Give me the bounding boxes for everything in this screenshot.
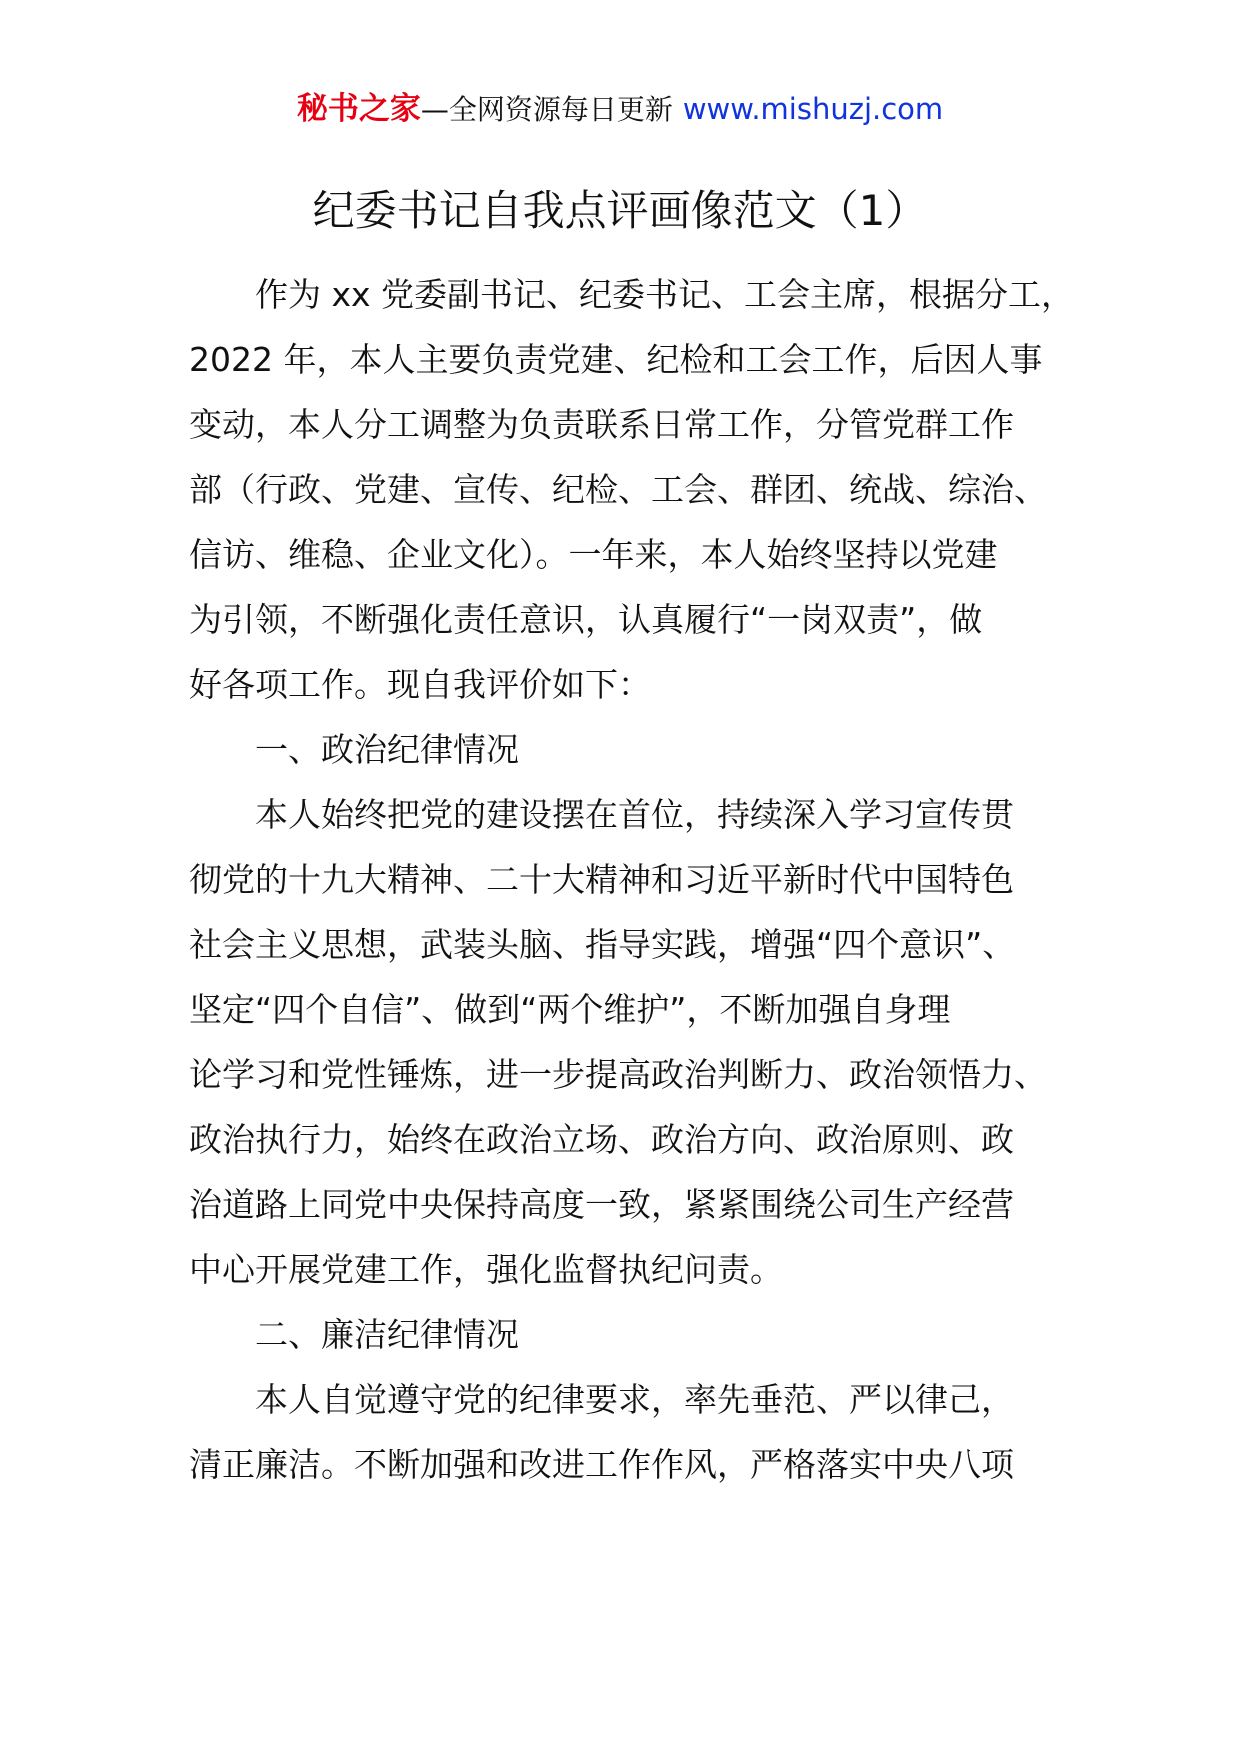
paragraph-line: 论学习和党性锤炼，进一步提高政治判断力、政治领悟力、 xyxy=(189,1055,1047,1094)
paragraph-line: 本人始终把党的建设摆在首位，持续深入学习宣传贯 xyxy=(255,795,1014,834)
paragraph-line: 社会主义思想，武装头脑、指导实践，增强“四个意识”、 xyxy=(189,925,1016,964)
paragraph-line: 清正廉洁。不断加强和改进工作作风，严格落实中央八项 xyxy=(189,1445,1014,1484)
brand-name: 秘书之家 xyxy=(296,91,421,127)
paragraph-line: 信访、维稳、企业文化）。一年来，本人始终坚持以党建 xyxy=(189,535,998,574)
document-title: 纪委书记自我点评画像范文（1） xyxy=(312,186,928,235)
document-body xyxy=(189,262,1109,1497)
body-paragraph xyxy=(189,782,1109,1302)
section-heading xyxy=(189,1302,1109,1367)
section-heading xyxy=(189,717,1109,782)
paragraph-line: 本人自觉遵守党的纪律要求，率先垂范、严以律己， xyxy=(255,1380,1014,1419)
paragraph-line: 坚定“四个自信”、做到“两个维护”，不断加强自身理 xyxy=(189,990,951,1029)
section-heading-text: 一、政治纪律情况 xyxy=(255,730,519,769)
site-url-link[interactable]: www.mishuzj.com xyxy=(682,92,944,126)
paragraph-line: 为引领，不断强化责任意识，认真履行“一岗双责”，做 xyxy=(189,600,983,639)
section-heading-text: 二、廉洁纪律情况 xyxy=(255,1315,519,1354)
body-paragraph xyxy=(189,262,1109,717)
paragraph-line: 好各项工作。现自我评价如下： xyxy=(189,665,651,704)
body-paragraph xyxy=(189,1367,1109,1497)
site-header xyxy=(0,86,1240,137)
paragraph-line: 中心开展党建工作，强化监督执纪问责。 xyxy=(189,1250,783,1289)
paragraph-line: 彻党的十九大精神、二十大精神和习近平新时代中国特色 xyxy=(189,860,1014,899)
paragraph-line: 部（行政、党建、宣传、纪检、工会、群团、统战、综治、 xyxy=(189,470,1047,509)
paragraph-line: 变动，本人分工调整为负责联系日常工作，分管党群工作 xyxy=(189,405,1014,444)
paragraph-line: 治道路上同党中央保持高度一致，紧紧围绕公司生产经营 xyxy=(189,1185,1014,1224)
header-tagline: —全网资源每日更新 xyxy=(420,93,673,126)
paragraph-line: 作为 xx 党委副书记、纪委书记、工会主席，根据分工， xyxy=(255,275,1075,314)
paragraph-line: 2022 年，本人主要负责党建、纪检和工会工作，后因人事 xyxy=(189,340,1043,379)
paragraph-line: 政治执行力，始终在政治立场、政治方向、政治原则、政 xyxy=(189,1120,1014,1159)
